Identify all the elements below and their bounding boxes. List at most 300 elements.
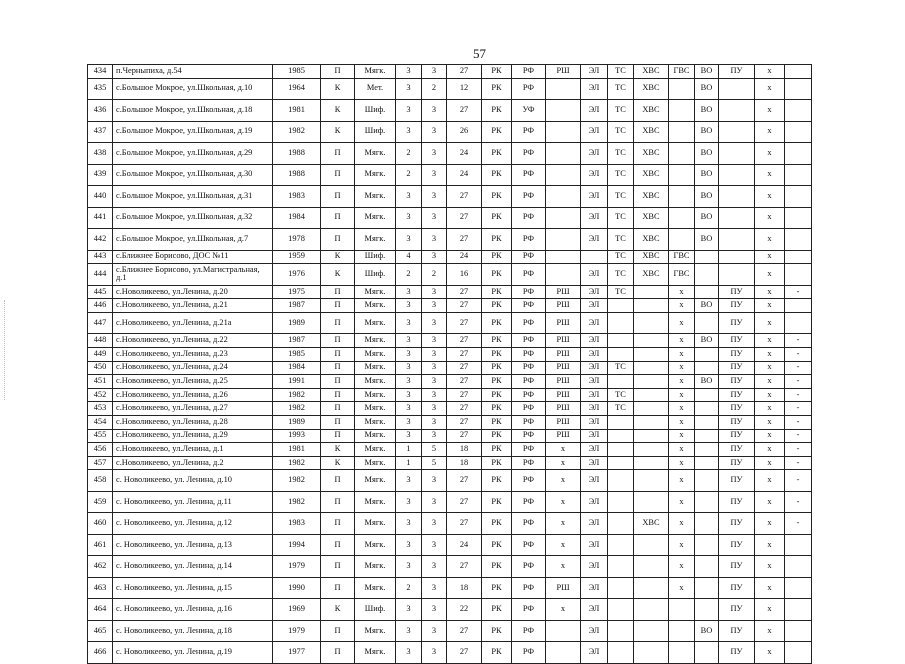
service-cell-8 bbox=[695, 599, 719, 621]
table-row bbox=[88, 347, 812, 361]
table-row bbox=[88, 577, 812, 599]
service-cell-10: х bbox=[755, 299, 785, 313]
service-cell-3: РШ bbox=[546, 65, 581, 79]
service-cell-8 bbox=[695, 642, 719, 664]
service-cell-5 bbox=[608, 456, 634, 470]
service-cell-8 bbox=[695, 456, 719, 470]
service-cell-9 bbox=[719, 264, 755, 286]
service-cell-5 bbox=[608, 642, 634, 664]
service-cell-6 bbox=[634, 470, 669, 492]
service-cell-8 bbox=[695, 556, 719, 578]
service-cell-1: РК bbox=[482, 361, 512, 375]
service-cell-10: х bbox=[755, 78, 785, 100]
service-cell-9: ПУ bbox=[719, 429, 755, 443]
service-cell-8 bbox=[695, 443, 719, 457]
service-cell-9 bbox=[719, 143, 755, 165]
roof-cell: Мягк. bbox=[355, 513, 396, 535]
service-cell-2: РФ bbox=[512, 164, 546, 186]
service-cell-6 bbox=[634, 491, 669, 513]
service-cell-2: РФ bbox=[512, 347, 546, 361]
service-cell-3 bbox=[546, 100, 581, 122]
entrances-cell: 3 bbox=[422, 100, 447, 122]
service-cell-4: ЭЛ bbox=[581, 121, 608, 143]
service-cell-9: ПУ bbox=[719, 599, 755, 621]
service-cell-1: РК bbox=[482, 347, 512, 361]
service-cell-11 bbox=[785, 164, 812, 186]
service-cell-10: х bbox=[755, 121, 785, 143]
service-cell-10: х bbox=[755, 250, 785, 264]
material-cell: П bbox=[321, 186, 355, 208]
material-cell: П bbox=[321, 534, 355, 556]
service-cell-4: ЭЛ bbox=[581, 577, 608, 599]
service-cell-6: ХВС bbox=[634, 164, 669, 186]
service-cell-10: х bbox=[755, 264, 785, 286]
service-cell-1: РК bbox=[482, 599, 512, 621]
service-cell-4: ЭЛ bbox=[581, 361, 608, 375]
year-cell: 1987 bbox=[273, 299, 321, 313]
address-cell: с.Новоликеево, ул.Ленина, д.25 bbox=[113, 375, 273, 389]
entrances-cell: 3 bbox=[422, 577, 447, 599]
year-cell: 1981 bbox=[273, 443, 321, 457]
service-cell-4: ЭЛ bbox=[581, 470, 608, 492]
service-cell-1: РК bbox=[482, 207, 512, 229]
apartments-cell: 27 bbox=[447, 513, 482, 535]
row-number: 457 bbox=[88, 456, 113, 470]
service-cell-6 bbox=[634, 299, 669, 313]
address-cell: с.Новоликеево, ул.Ленина, д.21а bbox=[113, 312, 273, 334]
address-cell: с. Новоликеево, ул. Ленина, д.11 bbox=[113, 491, 273, 513]
service-cell-11 bbox=[785, 186, 812, 208]
year-cell: 1979 bbox=[273, 620, 321, 642]
roof-cell: Мягк. bbox=[355, 415, 396, 429]
service-cell-5 bbox=[608, 429, 634, 443]
service-cell-10: х bbox=[755, 100, 785, 122]
service-cell-1: РК bbox=[482, 513, 512, 535]
material-cell: П bbox=[321, 402, 355, 416]
apartments-cell: 27 bbox=[447, 491, 482, 513]
service-cell-5 bbox=[608, 443, 634, 457]
service-cell-7: х bbox=[669, 402, 695, 416]
service-cell-6: ХВС bbox=[634, 78, 669, 100]
service-cell-1: РК bbox=[482, 121, 512, 143]
service-cell-10: х bbox=[755, 347, 785, 361]
service-cell-4: ЭЛ bbox=[581, 429, 608, 443]
service-cell-2: РФ bbox=[512, 299, 546, 313]
service-cell-2: РФ bbox=[512, 312, 546, 334]
service-cell-7: ГВС bbox=[669, 250, 695, 264]
table-row bbox=[88, 599, 812, 621]
service-cell-2: РФ bbox=[512, 334, 546, 348]
service-cell-1: РК bbox=[482, 299, 512, 313]
service-cell-7: х bbox=[669, 443, 695, 457]
address-cell: с. Новоликеево, ул. Ленина, д.16 bbox=[113, 599, 273, 621]
year-cell: 1981 bbox=[273, 100, 321, 122]
service-cell-2: РФ bbox=[512, 361, 546, 375]
entrances-cell: 3 bbox=[422, 207, 447, 229]
material-cell: П bbox=[321, 513, 355, 535]
service-cell-7: х bbox=[669, 513, 695, 535]
service-cell-3 bbox=[546, 620, 581, 642]
material-cell: П bbox=[321, 164, 355, 186]
service-cell-9 bbox=[719, 100, 755, 122]
service-cell-10: х bbox=[755, 361, 785, 375]
service-cell-9: ПУ bbox=[719, 361, 755, 375]
entrances-cell: 3 bbox=[422, 164, 447, 186]
service-cell-11 bbox=[785, 250, 812, 264]
table-row bbox=[88, 334, 812, 348]
service-cell-10: х bbox=[755, 164, 785, 186]
service-cell-10: х bbox=[755, 415, 785, 429]
service-cell-2: РФ bbox=[512, 186, 546, 208]
row-number: 438 bbox=[88, 143, 113, 165]
service-cell-9 bbox=[719, 250, 755, 264]
service-cell-8 bbox=[695, 361, 719, 375]
floors-cell: 3 bbox=[396, 207, 422, 229]
roof-cell: Мягк. bbox=[355, 577, 396, 599]
service-cell-4: ЭЛ bbox=[581, 207, 608, 229]
service-cell-9: ПУ bbox=[719, 534, 755, 556]
service-cell-5: ТС bbox=[608, 143, 634, 165]
service-cell-1: РК bbox=[482, 334, 512, 348]
floors-cell: 3 bbox=[396, 312, 422, 334]
roof-cell: Мягк. bbox=[355, 456, 396, 470]
material-cell: П bbox=[321, 285, 355, 299]
service-cell-11 bbox=[785, 642, 812, 664]
service-cell-11: - bbox=[785, 375, 812, 389]
service-cell-5 bbox=[608, 299, 634, 313]
service-cell-10: х bbox=[755, 534, 785, 556]
service-cell-8 bbox=[695, 312, 719, 334]
material-cell: К bbox=[321, 443, 355, 457]
table-row bbox=[88, 513, 812, 535]
apartments-cell: 27 bbox=[447, 186, 482, 208]
service-cell-5: ТС bbox=[608, 229, 634, 251]
service-cell-1: РК bbox=[482, 375, 512, 389]
roof-cell: Мягк. bbox=[355, 229, 396, 251]
service-cell-2: РФ bbox=[512, 556, 546, 578]
table-row bbox=[88, 491, 812, 513]
service-cell-9 bbox=[719, 207, 755, 229]
table-row bbox=[88, 186, 812, 208]
service-cell-4: ЭЛ bbox=[581, 78, 608, 100]
service-cell-6: ХВС bbox=[634, 143, 669, 165]
address-cell: с.Новоликеево, ул.Ленина, д.28 bbox=[113, 415, 273, 429]
service-cell-9: ПУ bbox=[719, 312, 755, 334]
floors-cell: 3 bbox=[396, 491, 422, 513]
table-row bbox=[88, 361, 812, 375]
service-cell-3: х bbox=[546, 443, 581, 457]
service-cell-3: РШ bbox=[546, 429, 581, 443]
floors-cell: 3 bbox=[396, 599, 422, 621]
service-cell-8: ВО bbox=[695, 143, 719, 165]
service-cell-5: ТС bbox=[608, 121, 634, 143]
row-number: 453 bbox=[88, 402, 113, 416]
service-cell-11 bbox=[785, 312, 812, 334]
service-cell-6: ХВС bbox=[634, 65, 669, 79]
service-cell-2: РФ bbox=[512, 250, 546, 264]
material-cell: П bbox=[321, 577, 355, 599]
floors-cell: 2 bbox=[396, 143, 422, 165]
apartments-cell: 27 bbox=[447, 375, 482, 389]
service-cell-11 bbox=[785, 556, 812, 578]
service-cell-8 bbox=[695, 429, 719, 443]
service-cell-10: х bbox=[755, 65, 785, 79]
service-cell-2: РФ bbox=[512, 534, 546, 556]
material-cell: П bbox=[321, 143, 355, 165]
floors-cell: 3 bbox=[396, 299, 422, 313]
service-cell-9: ПУ bbox=[719, 620, 755, 642]
service-cell-4: ЭЛ bbox=[581, 642, 608, 664]
entrances-cell: 3 bbox=[422, 250, 447, 264]
service-cell-9 bbox=[719, 186, 755, 208]
roof-cell: Мет. bbox=[355, 78, 396, 100]
service-cell-2: РФ bbox=[512, 143, 546, 165]
service-cell-5 bbox=[608, 556, 634, 578]
service-cell-4: ЭЛ bbox=[581, 186, 608, 208]
service-cell-11: - bbox=[785, 491, 812, 513]
service-cell-9: ПУ bbox=[719, 642, 755, 664]
material-cell: К bbox=[321, 250, 355, 264]
entrances-cell: 3 bbox=[422, 620, 447, 642]
service-cell-1: РК bbox=[482, 312, 512, 334]
service-cell-9: ПУ bbox=[719, 470, 755, 492]
service-cell-10: х bbox=[755, 429, 785, 443]
entrances-cell: 3 bbox=[422, 229, 447, 251]
apartments-cell: 24 bbox=[447, 164, 482, 186]
service-cell-3: х bbox=[546, 513, 581, 535]
apartments-cell: 27 bbox=[447, 642, 482, 664]
service-cell-1: РК bbox=[482, 164, 512, 186]
roof-cell: Шиф. bbox=[355, 100, 396, 122]
material-cell: П bbox=[321, 207, 355, 229]
service-cell-11: - bbox=[785, 513, 812, 535]
service-cell-10: х bbox=[755, 620, 785, 642]
service-cell-9: ПУ bbox=[719, 347, 755, 361]
table-row bbox=[88, 415, 812, 429]
service-cell-7 bbox=[669, 100, 695, 122]
service-cell-6: ХВС bbox=[634, 264, 669, 286]
roof-cell: Мягк. bbox=[355, 164, 396, 186]
service-cell-4: ЭЛ bbox=[581, 534, 608, 556]
service-cell-1: РК bbox=[482, 470, 512, 492]
row-number: 448 bbox=[88, 334, 113, 348]
roof-cell: Мягк. bbox=[355, 361, 396, 375]
service-cell-10: х bbox=[755, 402, 785, 416]
service-cell-1: РК bbox=[482, 456, 512, 470]
service-cell-6: ХВС bbox=[634, 250, 669, 264]
service-cell-7: х bbox=[669, 347, 695, 361]
service-cell-9 bbox=[719, 164, 755, 186]
year-cell: 1990 bbox=[273, 577, 321, 599]
service-cell-7: х bbox=[669, 285, 695, 299]
entrances-cell: 5 bbox=[422, 456, 447, 470]
material-cell: П bbox=[321, 388, 355, 402]
address-cell: с.Большое Мокрое, ул.Школьная, д.10 bbox=[113, 78, 273, 100]
material-cell: П bbox=[321, 491, 355, 513]
entrances-cell: 3 bbox=[422, 186, 447, 208]
service-cell-1: РК bbox=[482, 388, 512, 402]
service-cell-6 bbox=[634, 388, 669, 402]
apartments-cell: 18 bbox=[447, 577, 482, 599]
service-cell-6 bbox=[634, 642, 669, 664]
service-cell-5 bbox=[608, 577, 634, 599]
service-cell-11 bbox=[785, 65, 812, 79]
service-cell-8: ВО bbox=[695, 334, 719, 348]
service-cell-3: х bbox=[546, 470, 581, 492]
service-cell-3 bbox=[546, 250, 581, 264]
address-cell: с. Новоликеево, ул. Ленина, д.19 bbox=[113, 642, 273, 664]
service-cell-11 bbox=[785, 100, 812, 122]
roof-cell: Мягк. bbox=[355, 143, 396, 165]
service-cell-7: х bbox=[669, 470, 695, 492]
service-cell-1: РК bbox=[482, 642, 512, 664]
row-number: 440 bbox=[88, 186, 113, 208]
entrances-cell: 3 bbox=[422, 402, 447, 416]
roof-cell: Мягк. bbox=[355, 186, 396, 208]
material-cell: К bbox=[321, 121, 355, 143]
year-cell: 1959 bbox=[273, 250, 321, 264]
service-cell-7 bbox=[669, 143, 695, 165]
row-number: 456 bbox=[88, 443, 113, 457]
service-cell-5: ТС bbox=[608, 186, 634, 208]
entrances-cell: 5 bbox=[422, 443, 447, 457]
service-cell-11: - bbox=[785, 285, 812, 299]
housing-registry-table bbox=[87, 64, 812, 664]
roof-cell: Мягк. bbox=[355, 299, 396, 313]
floors-cell: 3 bbox=[396, 78, 422, 100]
service-cell-11 bbox=[785, 264, 812, 286]
apartments-cell: 27 bbox=[447, 470, 482, 492]
service-cell-10: х bbox=[755, 443, 785, 457]
service-cell-7: ГВС bbox=[669, 264, 695, 286]
service-cell-10: х bbox=[755, 143, 785, 165]
service-cell-4: ЭЛ bbox=[581, 375, 608, 389]
year-cell: 1994 bbox=[273, 534, 321, 556]
service-cell-6: ХВС bbox=[634, 207, 669, 229]
roof-cell: Шиф. bbox=[355, 599, 396, 621]
service-cell-5: ТС bbox=[608, 264, 634, 286]
service-cell-5 bbox=[608, 415, 634, 429]
year-cell: 1982 bbox=[273, 491, 321, 513]
service-cell-8: ВО bbox=[695, 65, 719, 79]
address-cell: с.Новоликеево, ул.Ленина, д.23 bbox=[113, 347, 273, 361]
service-cell-7 bbox=[669, 186, 695, 208]
service-cell-9 bbox=[719, 78, 755, 100]
row-number: 442 bbox=[88, 229, 113, 251]
service-cell-8: ВО bbox=[695, 100, 719, 122]
service-cell-9: ПУ bbox=[719, 415, 755, 429]
floors-cell: 3 bbox=[396, 513, 422, 535]
service-cell-4: ЭЛ bbox=[581, 402, 608, 416]
entrances-cell: 3 bbox=[422, 599, 447, 621]
service-cell-5 bbox=[608, 534, 634, 556]
year-cell: 1983 bbox=[273, 186, 321, 208]
service-cell-10: х bbox=[755, 642, 785, 664]
service-cell-7: х bbox=[669, 577, 695, 599]
service-cell-1: РК bbox=[482, 250, 512, 264]
row-number: 435 bbox=[88, 78, 113, 100]
service-cell-11: - bbox=[785, 443, 812, 457]
service-cell-8: ВО bbox=[695, 78, 719, 100]
service-cell-2: РФ bbox=[512, 121, 546, 143]
service-cell-3: РШ bbox=[546, 334, 581, 348]
year-cell: 1983 bbox=[273, 513, 321, 535]
address-cell: с. Новоликеево, ул. Ленина, д.12 bbox=[113, 513, 273, 535]
table-row bbox=[88, 470, 812, 492]
table-row bbox=[88, 229, 812, 251]
floors-cell: 3 bbox=[396, 470, 422, 492]
service-cell-10: х bbox=[755, 513, 785, 535]
roof-cell: Мягк. bbox=[355, 556, 396, 578]
floors-cell: 3 bbox=[396, 402, 422, 416]
entrances-cell: 2 bbox=[422, 78, 447, 100]
service-cell-6 bbox=[634, 375, 669, 389]
floors-cell: 3 bbox=[396, 620, 422, 642]
service-cell-5: ТС bbox=[608, 361, 634, 375]
year-cell: 1982 bbox=[273, 470, 321, 492]
floors-cell: 3 bbox=[396, 100, 422, 122]
address-cell: с. Новоликеево, ул. Ленина, д.13 bbox=[113, 534, 273, 556]
entrances-cell: 3 bbox=[422, 556, 447, 578]
service-cell-2: РФ bbox=[512, 443, 546, 457]
service-cell-2: РФ bbox=[512, 264, 546, 286]
table-row bbox=[88, 642, 812, 664]
apartments-cell: 24 bbox=[447, 250, 482, 264]
service-cell-10: х bbox=[755, 229, 785, 251]
row-number: 459 bbox=[88, 491, 113, 513]
service-cell-9: ПУ bbox=[719, 65, 755, 79]
floors-cell: 3 bbox=[396, 186, 422, 208]
apartments-cell: 27 bbox=[447, 100, 482, 122]
roof-cell: Шиф. bbox=[355, 250, 396, 264]
entrances-cell: 3 bbox=[422, 642, 447, 664]
service-cell-8 bbox=[695, 264, 719, 286]
service-cell-11: - bbox=[785, 456, 812, 470]
service-cell-2: РФ bbox=[512, 429, 546, 443]
service-cell-5: ТС bbox=[608, 164, 634, 186]
service-cell-7 bbox=[669, 599, 695, 621]
roof-cell: Мягк. bbox=[355, 402, 396, 416]
year-cell: 1982 bbox=[273, 121, 321, 143]
year-cell: 1982 bbox=[273, 388, 321, 402]
service-cell-1: РК bbox=[482, 100, 512, 122]
row-number: 451 bbox=[88, 375, 113, 389]
service-cell-5: ТС bbox=[608, 388, 634, 402]
year-cell: 1993 bbox=[273, 429, 321, 443]
apartments-cell: 27 bbox=[447, 229, 482, 251]
year-cell: 1982 bbox=[273, 402, 321, 416]
address-cell: с.Ближнее Борисово, ул.Магистральная, д.1 bbox=[113, 264, 273, 286]
material-cell: К bbox=[321, 456, 355, 470]
material-cell: П bbox=[321, 361, 355, 375]
service-cell-2: РФ bbox=[512, 78, 546, 100]
service-cell-8: ВО bbox=[695, 229, 719, 251]
service-cell-8: ВО bbox=[695, 186, 719, 208]
table-row bbox=[88, 164, 812, 186]
roof-cell: Мягк. bbox=[355, 443, 396, 457]
service-cell-4: ЭЛ bbox=[581, 285, 608, 299]
table-row bbox=[88, 264, 812, 286]
address-cell: с. Новоликеево, ул. Ленина, д.18 bbox=[113, 620, 273, 642]
entrances-cell: 3 bbox=[422, 361, 447, 375]
entrances-cell: 3 bbox=[422, 312, 447, 334]
service-cell-11 bbox=[785, 143, 812, 165]
service-cell-5: ТС bbox=[608, 78, 634, 100]
service-cell-7 bbox=[669, 164, 695, 186]
service-cell-2: УФ bbox=[512, 100, 546, 122]
address-cell: с. Новоликеево, ул. Ленина, д.14 bbox=[113, 556, 273, 578]
entrances-cell: 2 bbox=[422, 264, 447, 286]
